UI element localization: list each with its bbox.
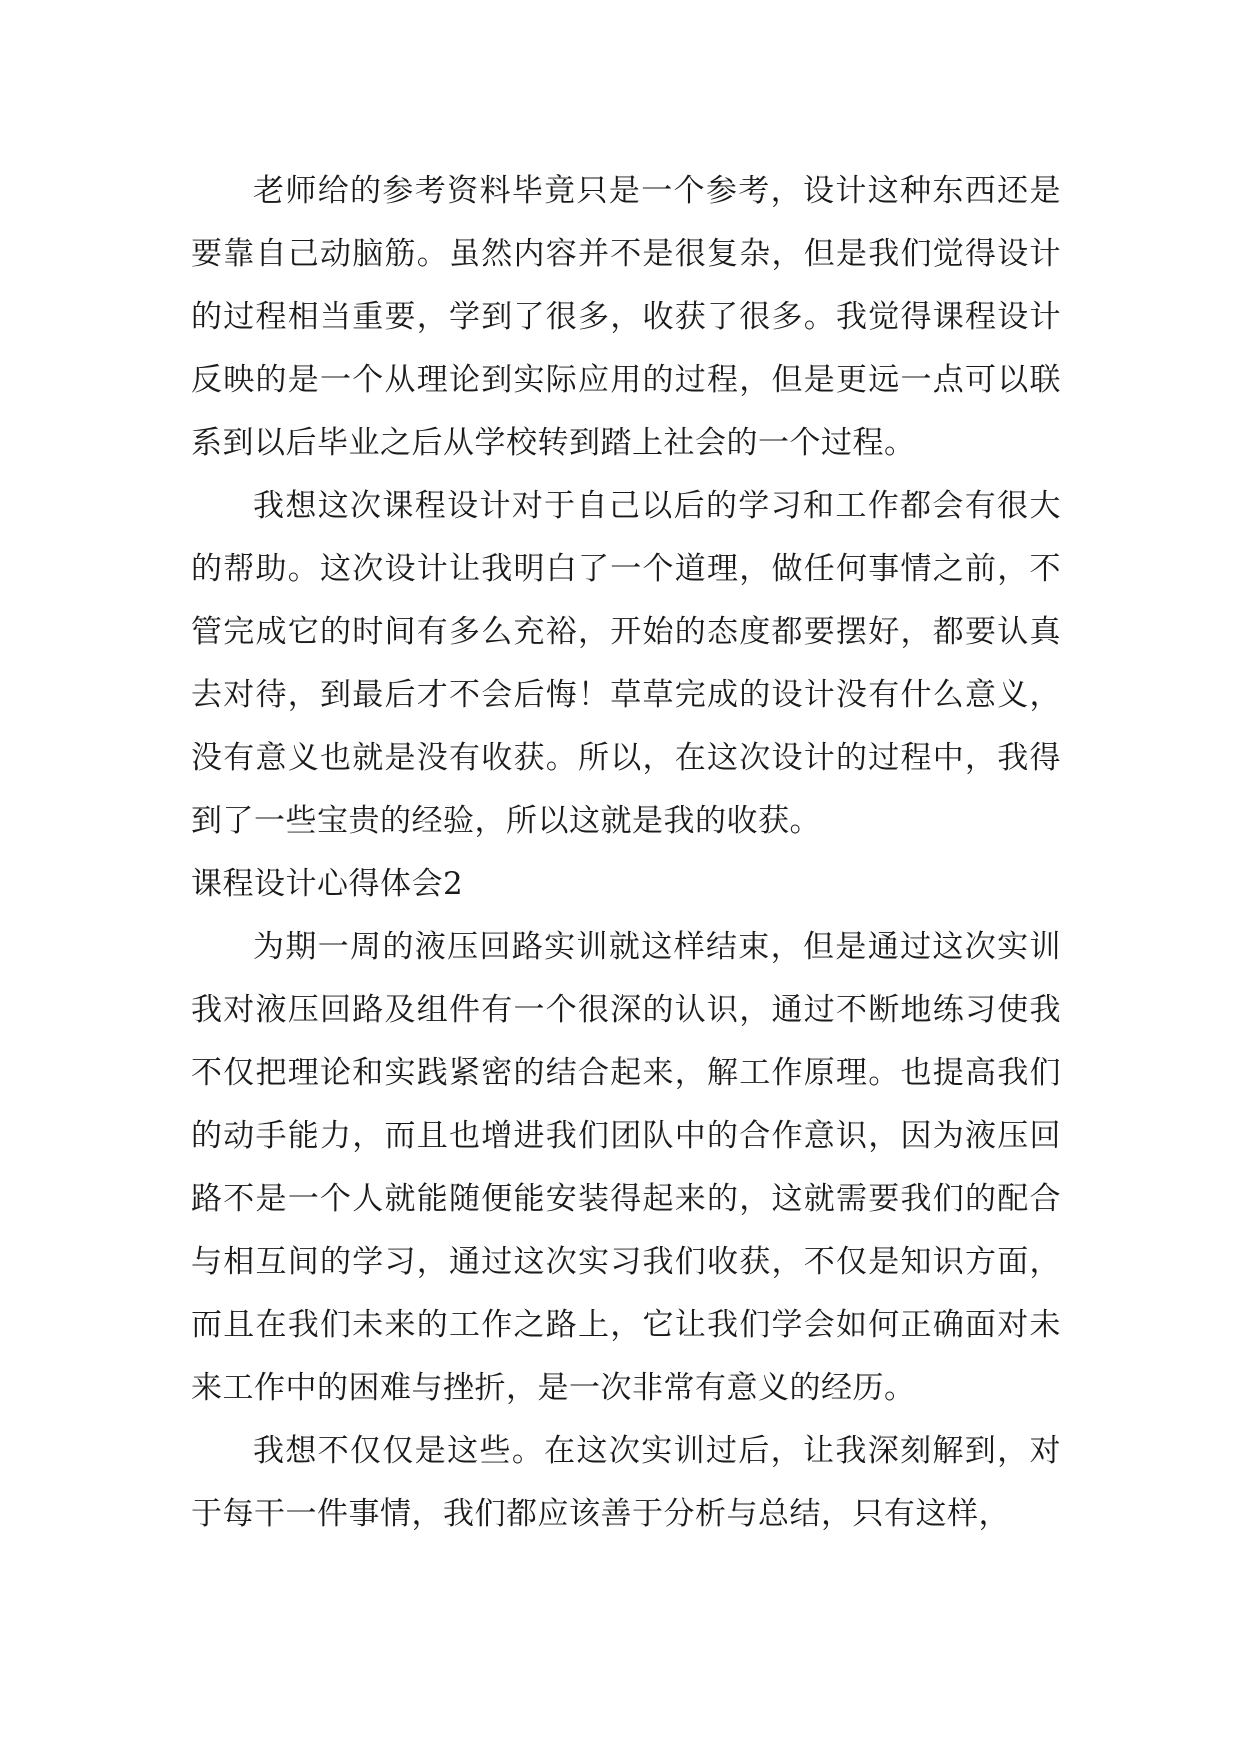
paragraph: 我想这次课程设计对于自己以后的学习和工作都会有很大的帮助。这次设计让我明白了一个道理，做任何事情之前，不管完成它的时间有多么充裕，开始的态度都要摆好，都要认真去对待，到最后才不会后悔！草草完成的设计没有什么意义，没有意义也就是没有收获。所以，在这次设计的过程中，我得到了一些宝贵的经验，所以这就是我的收获。 — [191, 488, 1061, 839]
document-body — [191, 160, 1061, 1546]
paragraph: 老师给的参考资料毕竟只是一个参考，设计这种东西还是要靠自己动脑筋。虽然内容并不是很复杂，但是我们觉得设计的过程相当重要，学到了很多，收获了很多。我觉得课程设计反映的是一个从理论到实际应用的过程，但是更远一点可以联系到以后毕业之后从学校转到踏上社会的一个过程。 — [191, 173, 1061, 461]
section-heading: 课程设计心得体会2 — [191, 866, 464, 902]
paragraph: 我想不仅仅是这些。在这次实训过后，让我深刻解到，对于每干一件事情，我们都应该善于分析与总结，只有这样， — [191, 1433, 1061, 1532]
paragraph: 为期一周的液压回路实训就这样结束，但是通过这次实训我对液压回路及组件有一个很深的认识，通过不断地练习使我不仅把理论和实践紧密的结合起来，解工作原理。也提高我们的动手能力，而且也增进我们团队中的合作意识，因为液压回路不是一个人就能随便能安装得起来的，这就需要我们的配合与相互间的学习，通过这次实习我们收获，不仅是知识方面，而且在我们未来的工作之路上，它让我们学会如何正确面对未来工作中的困难与挫折，是一次非常有意义的经历。 — [191, 929, 1061, 1406]
